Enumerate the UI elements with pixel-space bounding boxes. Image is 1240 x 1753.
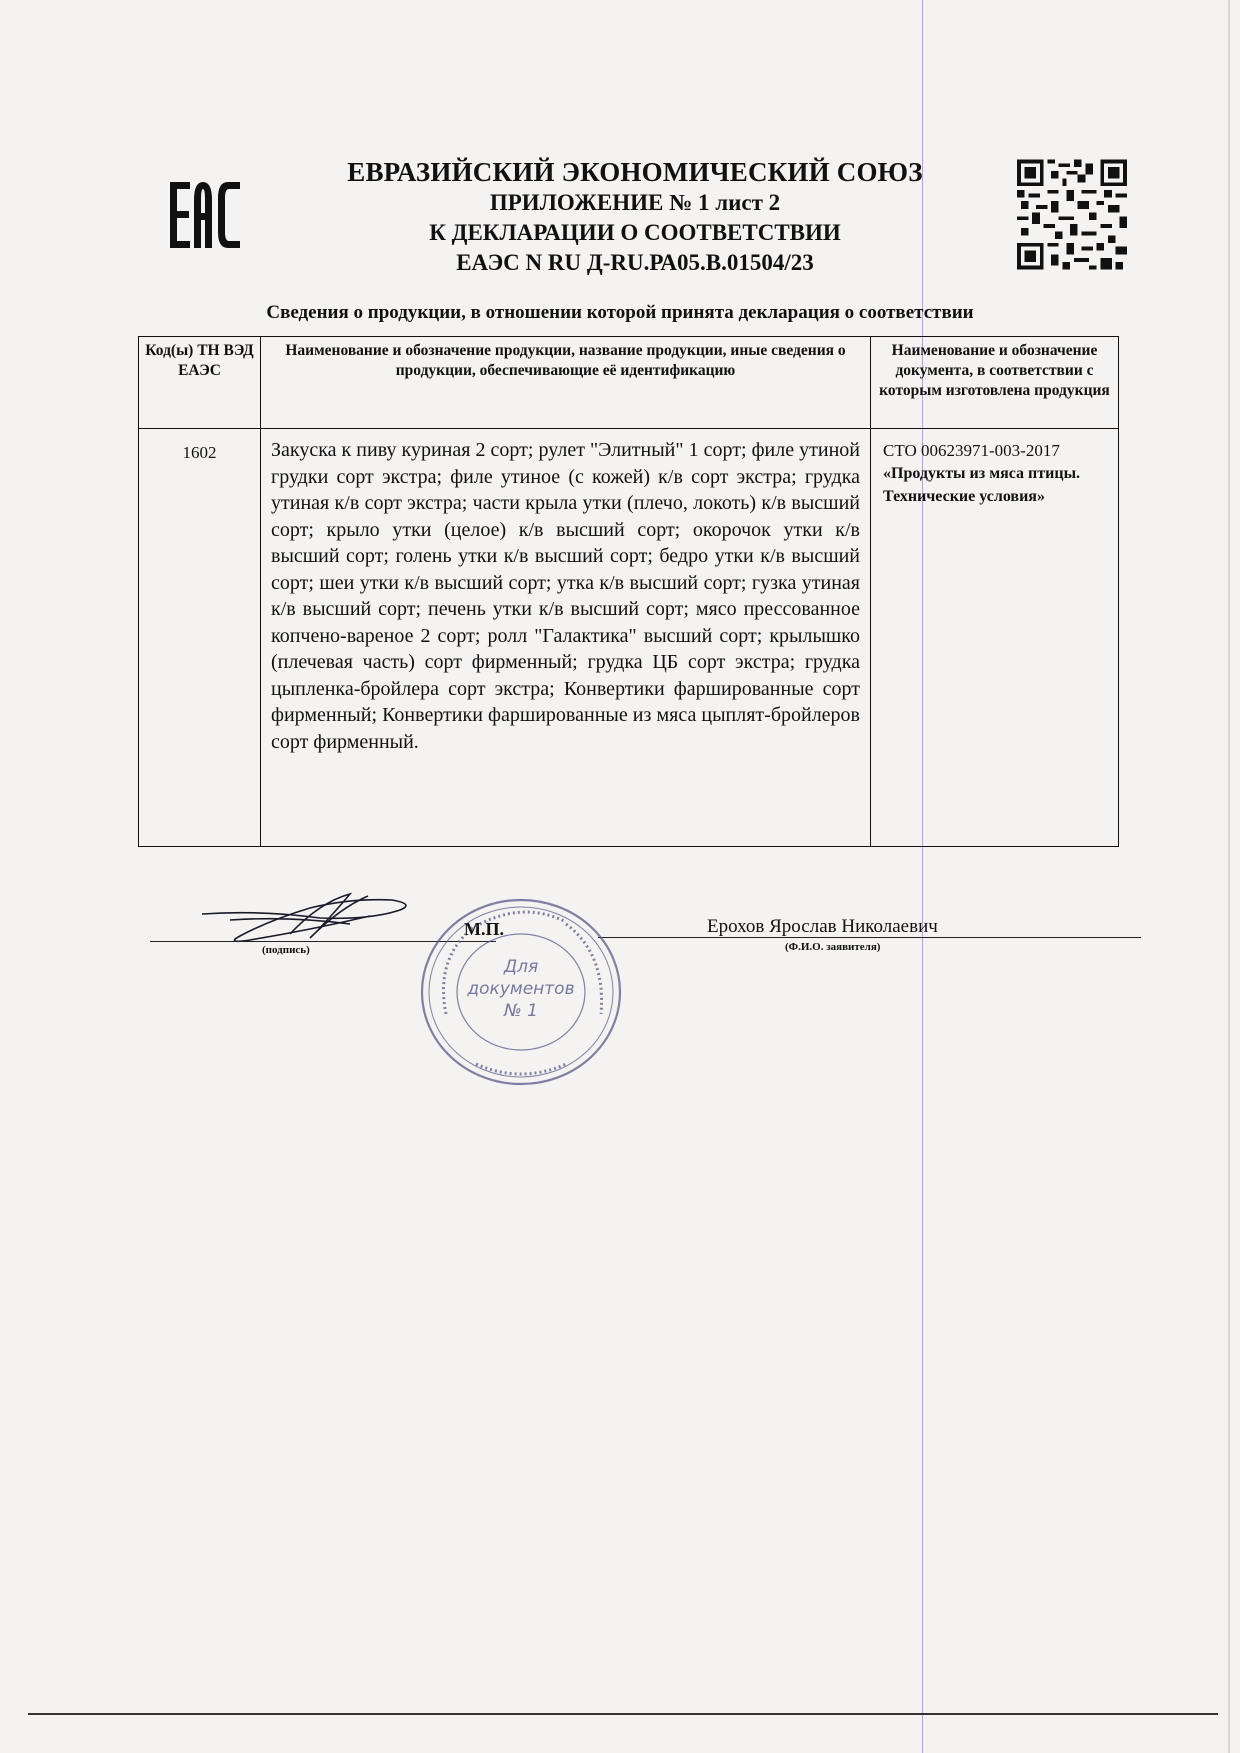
cell-document <box>871 429 1119 847</box>
appendix-title: ПРИЛОЖЕНИЕ № 1 лист 2 <box>489 190 781 215</box>
section-subtitle: Сведения о продукции, в отношении которой принята декларация о соответствии <box>266 302 974 323</box>
product-table <box>138 336 1119 847</box>
stamp-line-2: документов <box>467 979 575 999</box>
stamp-line-1: Для <box>503 957 539 977</box>
stamp-line-3: № 1 <box>504 1001 538 1021</box>
qr-code <box>1017 157 1127 272</box>
applicant-name-caption: (Ф.И.О. заявителя) <box>785 941 881 953</box>
header-code: Код(ы) ТН ВЭД ЕАЭС <box>139 337 261 429</box>
declaration-title: К ДЕКЛАРАЦИИ О СООТВЕТСТВИИ <box>429 220 841 245</box>
document-header <box>270 156 1000 278</box>
seal-place-label: М.П. <box>464 919 504 939</box>
header-product: Наименование и обозначение продукции, название продукции, иные сведения о продукции, обеспечивающие её идентификацию <box>261 337 871 429</box>
eac-logo <box>168 178 242 252</box>
company-stamp <box>416 894 626 1090</box>
applicant-name: Ерохов Ярослав Николаевич <box>707 916 938 937</box>
cell-code: 1602 <box>139 429 261 847</box>
document-code: СТО 00623971-003-2017 <box>883 441 1060 460</box>
bottom-rule <box>28 1713 1218 1715</box>
signature-caption: (подпись) <box>262 944 310 956</box>
table-header-row <box>139 337 1119 429</box>
declaration-number: ЕАЭС N RU Д-RU.РА05.В.01504/23 <box>456 250 814 275</box>
union-title: ЕВРАЗИЙСКИЙ ЭКОНОМИЧЕСКИЙ СОЮЗ <box>347 157 923 187</box>
header-document: Наименование и обозначение документа, в соответствии с которым изготовлена продукция <box>871 337 1119 429</box>
scan-edge <box>1228 0 1230 1753</box>
document-title: «Продукты из мяса птицы. Технические условия» <box>883 465 1081 505</box>
table-row <box>139 429 1119 847</box>
cell-description: Закуска к пиву куриная 2 сорт; рулет "Элитный" 1 сорт; филе утиной грудки сорт экстра; филе утиное (с кожей) к/в сорт экстра; грудка утиная к/в сорт экстра; части крыла утки (плечо, локоть) к/в высший сорт; крыло утки (целое) к/в высший сорт; окорочок утки к/в высший сорт; голень утки к/в высший сорт; бедро утки к/в высший сорт; шеи утки к/в высший сорт; утка к/в высший сорт; гузка утиная к/в высший сорт; печень утки к/в высший сорт; мясо прессованное копчено-вареное 2 сорт; ролл "Галактика" высший сорт; крылышко (плечевая часть) сорт фирменный; грудка ЦБ сорт экстра; грудка цыпленка-бройлера сорт экстра; Конвертики фаршированные сорт фирменный; Конвертики фаршированные из мяса цыплят-бройлеров сорт фирменный. <box>261 429 871 847</box>
